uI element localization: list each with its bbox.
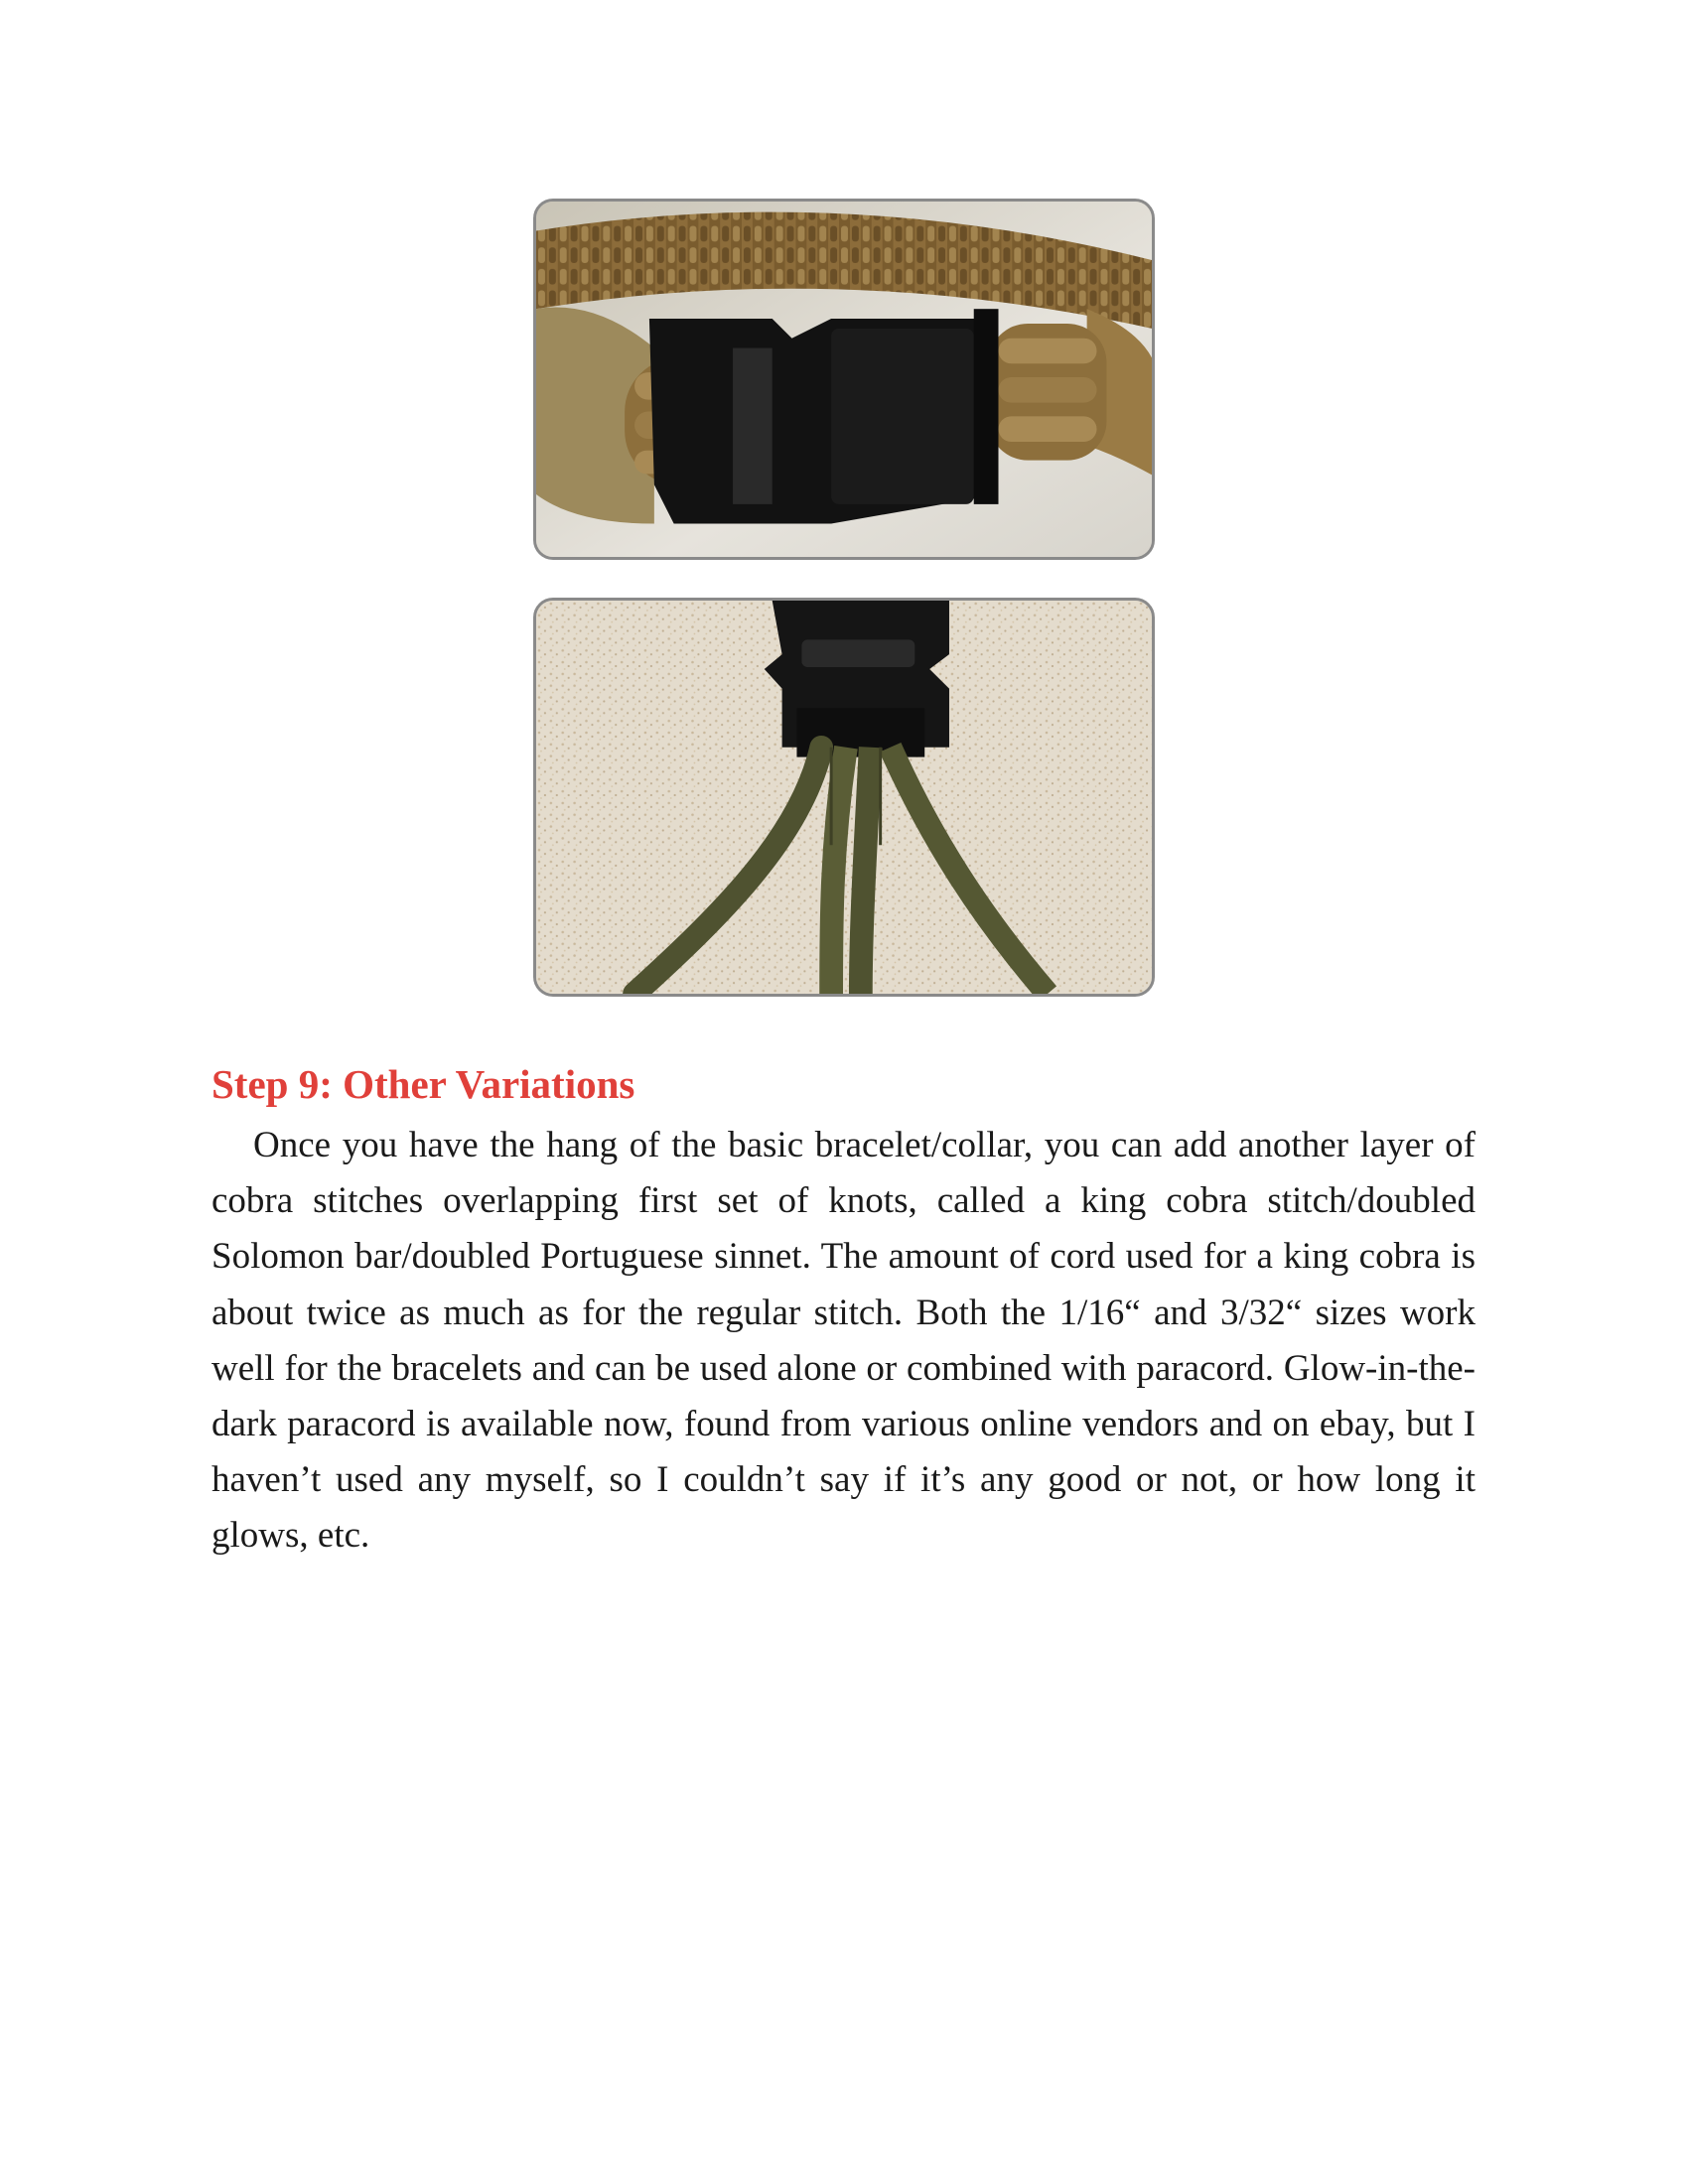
section-heading: Step 9: Other Variations [211,1061,635,1107]
section-paragraph: Once you have the hang of the basic bracelet/collar, you can add another layer of cobra stitches overlapping first set of knots, called a king cobra stitch/doubled Solomon bar/doubled Portuguese sinnet. The amount of cord used for a king cobra is about twice as much as for the regular stitch. Both the 1/16“ and 3/32“ sizes work well for the bracelets and can be used alone or combined with paracord. Glow-in-the-dark paracord is available now, found from various online vendors and on ebay, but I haven’t used any myself, so I couldn’t say if it’s any good or not, or how long it glows, etc. [211,1125,1476,1557]
bracelet-buckle-photo [533,199,1155,560]
bracelet-buckle-illustration [536,202,1152,557]
buckle-cords-photo [533,598,1155,997]
buckle-cords-illustration [536,601,1152,994]
